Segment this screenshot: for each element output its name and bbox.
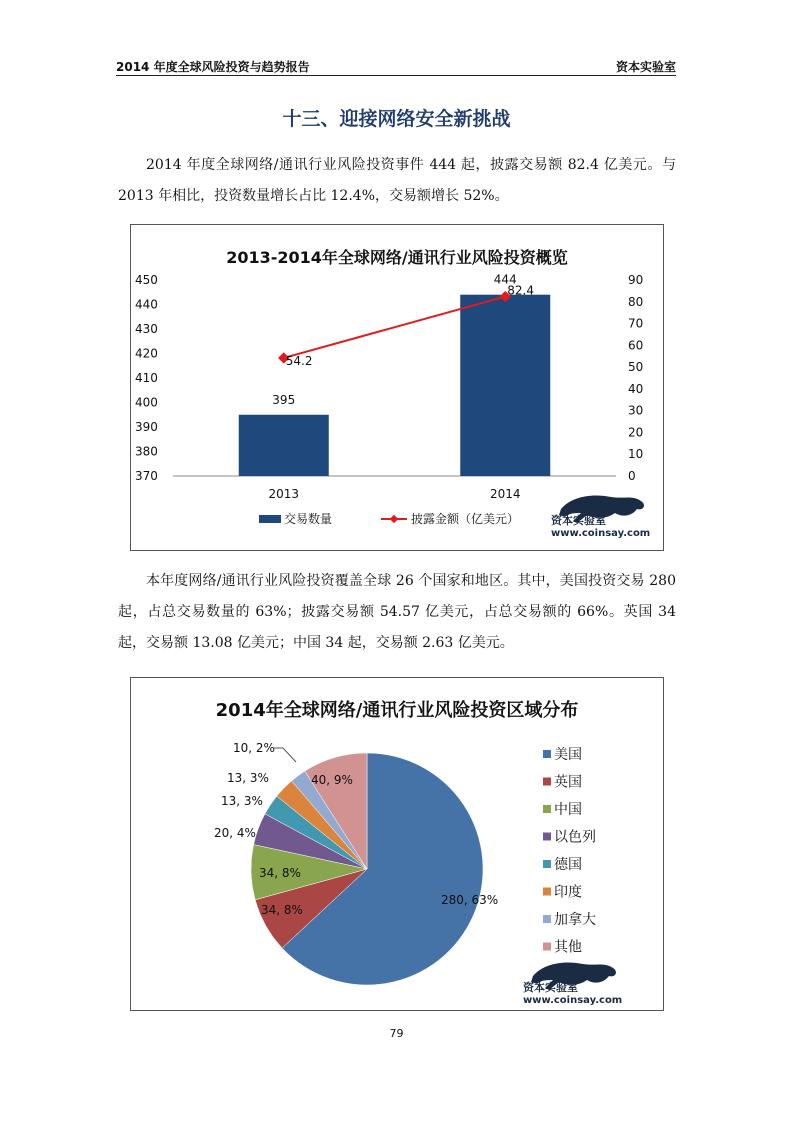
y-right-tick-label: 30 (628, 403, 644, 418)
bar-data-label: 444 (493, 272, 517, 287)
logo (551, 496, 650, 540)
y-right-tick-label: 20 (628, 425, 644, 440)
pie-data-label: 34, 8% (261, 903, 303, 917)
y-right-tick-label: 90 (628, 273, 644, 287)
logo-url: www.coinsay.com (523, 995, 623, 1006)
legend-label: 其他 (554, 939, 582, 956)
y-left-tick-label: 370 (135, 469, 158, 483)
y-left-tick-label: 440 (135, 297, 158, 312)
pie-data-label: 40, 9% (311, 773, 353, 787)
pie-data-label: 34, 8% (259, 866, 301, 880)
line-data-label: 82.4 (507, 283, 534, 298)
section-title: 十三、迎接网络安全新挑战 (282, 108, 511, 130)
y-right-tick-label: 40 (628, 381, 644, 396)
logo-name: 资本实验室 (523, 981, 578, 994)
pie-data-label: 10, 2% (233, 741, 275, 755)
page-number: 79 (389, 1027, 404, 1040)
bar-data-label: 395 (272, 392, 296, 407)
y-right-tick-label: 80 (628, 294, 644, 309)
logo-url: www.coinsay.com (551, 528, 651, 539)
legend-swatch (543, 750, 551, 758)
pie-data-label: 13, 3% (221, 794, 263, 808)
legend-label: 中国 (554, 802, 582, 818)
legend-swatch (543, 805, 551, 813)
y-right-tick-label: 10 (628, 447, 644, 462)
y-left-tick-label: 450 (135, 273, 158, 287)
legend-bar-label: 交易数量 (284, 512, 333, 526)
bar-line-chart-canvas (131, 225, 663, 550)
line-data-label: 54.2 (285, 353, 313, 368)
pie-chart-canvas (131, 678, 663, 1010)
legend-bar-swatch (259, 515, 281, 523)
x-tick-label: 2014 (489, 487, 521, 501)
legend-swatch (543, 915, 551, 923)
legend-label: 美国 (554, 747, 582, 763)
legend-swatch (543, 888, 551, 896)
bar (460, 295, 550, 476)
y-left-tick-label: 430 (135, 322, 158, 336)
pie-data-label: 280, 63% (441, 893, 499, 907)
pie-data-label: 20, 4% (214, 826, 256, 840)
legend-swatch (543, 833, 551, 841)
y-left-tick-label: 400 (135, 395, 158, 410)
bar (239, 415, 329, 476)
logo (523, 963, 622, 1007)
pie-data-label: 13, 3% (227, 771, 269, 785)
y-left-tick-label: 380 (135, 444, 158, 459)
legend-label: 印度 (554, 884, 582, 901)
legend-swatch (543, 778, 551, 786)
header-report-title: 2014 年度全球风险投资与趋势报告 (116, 60, 310, 74)
x-tick-label: 2013 (268, 487, 300, 501)
y-right-tick-label: 50 (628, 360, 644, 375)
y-left-tick-label: 390 (135, 420, 158, 434)
y-right-tick-label: 0 (628, 469, 636, 483)
header-org-name: 资本实验室 (615, 60, 676, 74)
leader-line (274, 748, 296, 762)
legend-line-marker (390, 515, 398, 523)
legend-label: 德国 (554, 857, 582, 873)
y-left-tick-label: 420 (135, 346, 158, 361)
legend-label: 加拿大 (554, 912, 596, 928)
chart-title: 2013-2014年全球网络/通讯行业风险投资概览 (226, 248, 568, 267)
legend-label: 英国 (554, 774, 582, 791)
y-left-tick-label: 410 (135, 371, 158, 385)
chart-title: 2014年全球网络/通讯行业风险投资区域分布 (215, 700, 579, 721)
legend-swatch (543, 943, 551, 951)
logo-name: 资本实验室 (551, 514, 606, 527)
legend-swatch (543, 860, 551, 868)
paragraph-overview: 2014 年度全球网络/通讯行业风险投资事件 444 起，披露交易额 82.4 亿美元。与 2013 年相比，投资数量增长占比 12.4%，交易额增长 52%。 (118, 157, 676, 204)
page-header (116, 57, 676, 76)
y-right-tick-label: 70 (628, 316, 644, 331)
y-right-tick-label: 60 (628, 338, 644, 353)
bar-line-chart (130, 224, 664, 551)
legend-line-label: 披露金额（亿美元） (411, 512, 520, 526)
legend-label: 以色列 (554, 829, 596, 846)
paragraph-region: 本年度网络/通讯行业风险投资覆盖全球 26 个国家和地区。其中，美国投资交易 280 起，占总交易数量的 63%；披露交易额 54.57 亿美元，占总交易额的 66%。英国 34 起，交易额 13.08 亿美元；中国 34 起，交易额 2.63 亿美元。 (118, 573, 676, 651)
pie-chart (130, 677, 664, 1011)
